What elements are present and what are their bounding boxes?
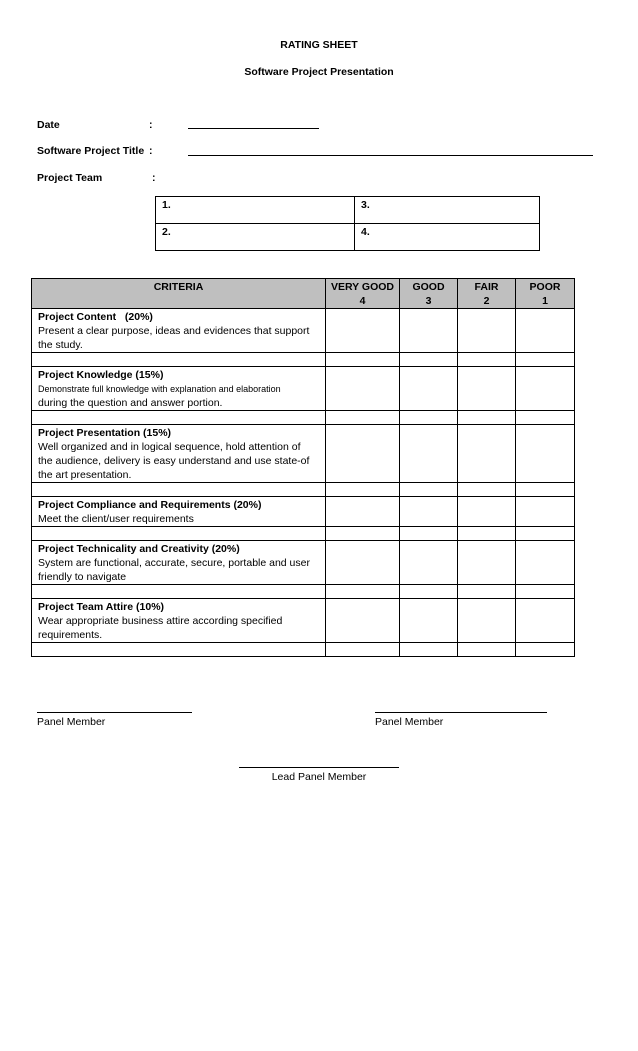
project-team-colon: : bbox=[152, 172, 156, 184]
rating-cell-good[interactable] bbox=[400, 367, 458, 411]
criterion-cell bbox=[32, 599, 326, 643]
date-colon: : bbox=[149, 119, 153, 131]
panel-member-1-label: Panel Member bbox=[37, 716, 106, 728]
team-slot-4[interactable]: 4. bbox=[355, 224, 540, 251]
team-row bbox=[156, 197, 540, 224]
rating-cell-poor[interactable] bbox=[516, 367, 575, 411]
team-slot-2[interactable]: 2. bbox=[156, 224, 355, 251]
rating-cell-fair[interactable] bbox=[458, 425, 516, 483]
page-title: RATING SHEET bbox=[280, 39, 358, 51]
page-subtitle: Software Project Presentation bbox=[244, 66, 394, 78]
criterion-title: Project Knowledge (15%) bbox=[38, 369, 164, 381]
rating-cell-poor[interactable] bbox=[516, 541, 575, 585]
project-title-label: Software Project Title bbox=[37, 145, 145, 157]
panel-member-1-signature-line[interactable] bbox=[37, 712, 192, 713]
spacer-row bbox=[32, 527, 575, 541]
panel-member-2-signature-line[interactable] bbox=[375, 712, 547, 713]
rating-cell-very-good[interactable] bbox=[326, 367, 400, 411]
rating-cell-fair[interactable] bbox=[458, 599, 516, 643]
criterion-description: during the question and answer portion. bbox=[38, 397, 223, 409]
spacer-row bbox=[32, 353, 575, 367]
criterion-description: the audience, delivery is easy understand and use state-of bbox=[38, 455, 310, 467]
criterion-title: Project Content (20%) bbox=[38, 311, 153, 323]
criteria-header-row bbox=[32, 279, 575, 309]
criterion-description: Wear appropriate business attire according specified bbox=[38, 615, 283, 627]
criterion-title: Project Compliance and Requirements (20%) bbox=[38, 499, 262, 511]
project-team-label: Project Team bbox=[37, 172, 103, 184]
criterion-description: Meet the client/user requirements bbox=[38, 513, 194, 525]
rating-cell-very-good[interactable] bbox=[326, 541, 400, 585]
spacer-row bbox=[32, 585, 575, 599]
criterion-title: Project Presentation (15%) bbox=[38, 427, 172, 439]
criterion-cell bbox=[32, 367, 326, 411]
rating-cell-poor[interactable] bbox=[516, 425, 575, 483]
criterion-description: System are functional, accurate, secure, portable and user bbox=[38, 557, 310, 569]
rating-cell-fair[interactable] bbox=[458, 309, 516, 353]
rating-cell-fair[interactable] bbox=[458, 367, 516, 411]
date-label: Date bbox=[37, 119, 60, 131]
criterion-row bbox=[32, 497, 575, 527]
rating-cell-poor[interactable] bbox=[516, 497, 575, 527]
criterion-description: Demonstrate full knowledge with explanation and elaboration bbox=[38, 384, 281, 394]
good-header: GOOD 3 bbox=[400, 279, 458, 309]
rating-cell-fair[interactable] bbox=[458, 541, 516, 585]
criterion-row bbox=[32, 367, 575, 411]
lead-panel-member-label: Lead Panel Member bbox=[271, 771, 367, 783]
rating-cell-poor[interactable] bbox=[516, 309, 575, 353]
panel-member-2-label: Panel Member bbox=[375, 716, 444, 728]
criterion-description: Present a clear purpose, ideas and evidences that support bbox=[38, 325, 310, 337]
rating-cell-very-good[interactable] bbox=[326, 497, 400, 527]
criterion-title: Project Team Attire (10%) bbox=[38, 601, 165, 613]
rating-cell-good[interactable] bbox=[400, 541, 458, 585]
very-good-header: VERY GOOD 4 bbox=[326, 279, 400, 309]
criterion-cell bbox=[32, 425, 326, 483]
team-table bbox=[155, 196, 540, 251]
rating-cell-very-good[interactable] bbox=[326, 309, 400, 353]
criterion-description: the art presentation. bbox=[38, 469, 132, 481]
spacer-row bbox=[32, 411, 575, 425]
rating-cell-very-good[interactable] bbox=[326, 425, 400, 483]
team-row bbox=[156, 224, 540, 251]
poor-header: POOR 1 bbox=[516, 279, 575, 309]
criterion-row bbox=[32, 599, 575, 643]
project-title-field-line[interactable] bbox=[188, 155, 593, 156]
criterion-row bbox=[32, 309, 575, 353]
lead-panel-member-signature-line[interactable] bbox=[239, 767, 399, 768]
fair-header: FAIR 2 bbox=[458, 279, 516, 309]
project-title-colon: : bbox=[149, 145, 153, 157]
criterion-cell bbox=[32, 541, 326, 585]
rating-cell-good[interactable] bbox=[400, 425, 458, 483]
team-slot-1[interactable]: 1. bbox=[156, 197, 355, 224]
criterion-description: requirements. bbox=[38, 629, 103, 641]
team-slot-3[interactable]: 3. bbox=[355, 197, 540, 224]
criteria-header: CRITERIA bbox=[32, 279, 326, 309]
criterion-title: Project Technicality and Creativity (20%) bbox=[38, 543, 240, 555]
criterion-description: the study. bbox=[38, 339, 83, 351]
criterion-row bbox=[32, 425, 575, 483]
spacer-row bbox=[32, 643, 575, 657]
criterion-description: Well organized and in logical sequence, hold attention of bbox=[38, 441, 301, 453]
rating-cell-poor[interactable] bbox=[516, 599, 575, 643]
criteria-table bbox=[31, 278, 575, 657]
criterion-row bbox=[32, 541, 575, 585]
criterion-cell bbox=[32, 497, 326, 527]
spacer-row bbox=[32, 483, 575, 497]
date-field-line[interactable] bbox=[188, 128, 319, 129]
criterion-description: friendly to navigate bbox=[38, 571, 127, 583]
rating-cell-good[interactable] bbox=[400, 497, 458, 527]
rating-cell-good[interactable] bbox=[400, 309, 458, 353]
rating-cell-very-good[interactable] bbox=[326, 599, 400, 643]
rating-cell-good[interactable] bbox=[400, 599, 458, 643]
criterion-cell bbox=[32, 309, 326, 353]
rating-cell-fair[interactable] bbox=[458, 497, 516, 527]
